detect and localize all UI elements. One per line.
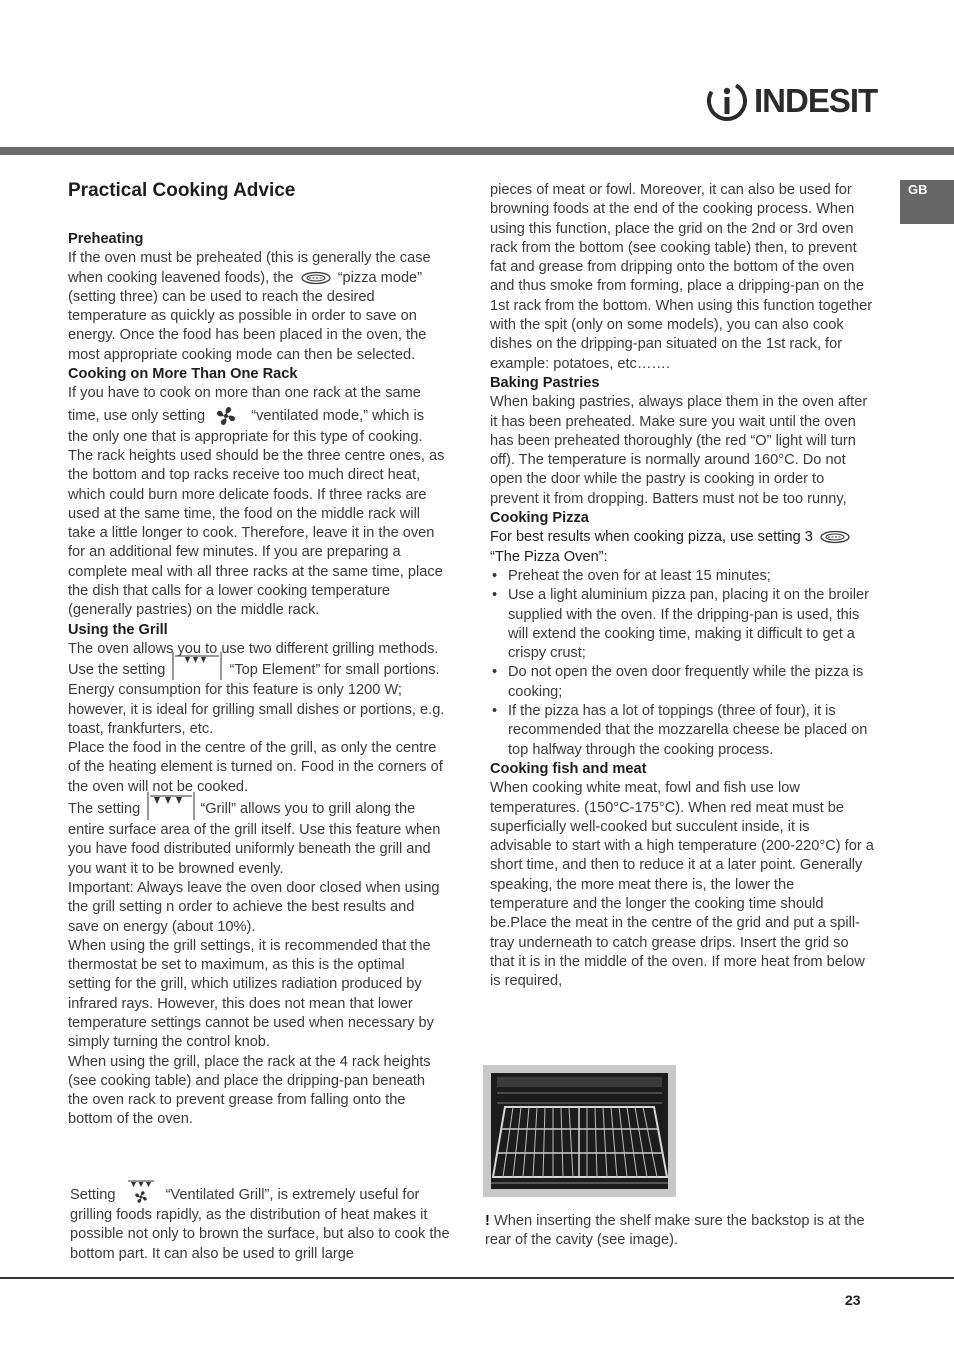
indesit-symbol-icon xyxy=(706,78,748,124)
paragraph-grill-centre: Place the food in the centre of the grill, as only the centre of the heating element is turned on. Food in the corners of the oven will not be cooked. xyxy=(68,740,443,795)
brand-logo xyxy=(706,78,877,124)
note-text: When inserting the shelf make sure the backstop is at the rear of the cavity (see image). xyxy=(485,1213,865,1249)
heading-multi-rack: Cooking on More Than One Rack xyxy=(68,366,298,383)
right-column xyxy=(490,181,875,991)
page-title: Practical Cooking Advice xyxy=(68,180,296,201)
footer-divider xyxy=(0,1277,954,1279)
list-item: • If the pizza has a lot of toppings (three of four), it is recommended that the mozzarella cheese be placed on top halfway through the cooking process. xyxy=(490,702,875,760)
oven-rack-illustration xyxy=(491,1073,668,1189)
ventilated-grill-block xyxy=(70,1184,450,1264)
logo-wordmark: INDESIT xyxy=(754,82,878,119)
pizza-mode-icon xyxy=(300,271,332,285)
paragraph-ventilated-grill: Setting “Ventilated Grill”, is extremely useful for grilling foods rapidly, as the distribution of heat makes it possible not only to brown the surface, but also to cook the bottom part. It can also be used to grill large xyxy=(70,1184,450,1264)
paragraph-preheating: If the oven must be preheated (this is generally the case when cooking leavened foods), the “pizza mode” (setting three) can be used to reach the desired temperature as quickly as possible in order to save on energy. Once the food has been placed in the oven, the most appropriate cooking mode can then be selected. xyxy=(68,250,431,363)
paragraph-multi-rack: If you have to cook on more than one rack at the same time, use only setting “ventilated mode,” which is the only one that is appropriate for this type of cooking. The rack heights used should be the three centre ones, as the bottom and top racks receive too much direct heat, which could burn more delicate foods. If three racks are used at the same time, the food on the middle rack will take a little longer to cook. Therefore, leave it in the oven for an additional few minutes. If you are preparing a complete meal with all three racks at the same time, place the dish that calls for a lower cooking temperature (generally pastries) on the middle rack. xyxy=(68,385,445,619)
paragraph-ventilated-grill-cont: pieces of meat or fowl. Moreover, it can also be used for browning foods at the end of the cooking process. When using this function, place the grid on the 2nd or 3rd oven rack from the bottom (see cooking table) then, to prevent fat and grease from dripping onto the bottom of the oven and thus smoke from forming, place a dripping-pan on the 1st rack from the bottom. When using this function together with the spit (only on some models), you can also cook dishes on the dripping-pan situated on the 1st rack, for example: potatoes, etc……. xyxy=(490,182,873,372)
language-tab: GB xyxy=(900,180,954,224)
oven-rack-image xyxy=(483,1065,676,1197)
header-divider xyxy=(0,147,954,155)
heading-fish-meat: Cooking fish and meat xyxy=(490,760,647,777)
list-item: • Preheat the oven for at least 15 minutes; xyxy=(490,567,875,586)
left-column xyxy=(68,180,448,1130)
paragraph-pastries: When baking pastries, always place them in the oven after it has been preheated. Make sure you wait until the oven has been preheated thoroughly (the red “O” light will turn off). The temperature is normally around 160°C. Do not open the door while the pastry is cooking in order to prevent it from dropping. Batters must not be too runny, xyxy=(490,394,868,507)
heading-pizza: Cooking Pizza xyxy=(490,510,589,527)
top-element-icon xyxy=(171,651,223,681)
fan-icon xyxy=(213,404,239,428)
paragraph-grill-thermostat: When using the grill settings, it is recommended that the thermostat be set to maximum, as this is the optimal setting for the grill, which utilizes radiation produced by infrared rays. However, this does not mean that lower temperature settings cannot be used when necessary by simply turning the control knob. xyxy=(68,937,434,1051)
ventilated-grill-icon xyxy=(126,1178,156,1206)
paragraph-grill-methods: The oven allows you to use two different grilling methods. xyxy=(68,640,439,657)
heading-preheating: Preheating xyxy=(68,231,144,247)
paragraph-grill-important: Important: Always leave the oven door closed when using the grill setting n order to achieve the best results and save on energy (about 10%). xyxy=(68,879,440,935)
heading-grill: Using the Grill xyxy=(68,621,168,638)
paragraph-grill-rack: When using the grill, place the rack at the 4 rack heights (see cooking table) and place the dripping-pan beneath the oven rack to prevent grease from falling onto the bottom of the oven. xyxy=(68,1053,431,1128)
paragraph-pizza-intro: For best results when cooking pizza, use setting 3 “The Pizza Oven”: xyxy=(490,528,875,567)
pizza-tips-list xyxy=(490,567,875,760)
warning-mark: ! xyxy=(485,1213,490,1229)
list-item: • Do not open the oven door frequently while the pizza is cooking; xyxy=(490,663,875,702)
grill-icon xyxy=(146,791,196,821)
list-item: • Use a light aluminium pizza pan, placing it on the broiler supplied with the oven. If the dripping-pan is used, this will extend the cooking time, making it difficult to get a crispy crust; xyxy=(490,586,875,663)
heading-pastries: Baking Pastries xyxy=(490,374,600,391)
paragraph-grill-setting: The setting “Grill” allows you to grill along the entire surface area of the grill itself. Use this feature when you have food distributed uniformly beneath the grill and you want it to be browned evenly. xyxy=(68,797,448,879)
backstop-note xyxy=(485,1212,880,1251)
paragraph-top-element: Use the setting “Top Element” for small portions. Energy consumption for this feature is only 1200 W; however, it is ideal for grilling small dishes or portions, e.g. toast, frankfurters, etc. xyxy=(68,659,448,739)
page-number: 23 xyxy=(845,1292,861,1308)
paragraph-fish-meat: When cooking white meat, fowl and fish use low temperatures. (150°C-175°C). When red meat must be superficially well-cooked but succulent inside, it is advisable to start with a high temperature (200-220°C) for a short time, and then to reduce it at a later point. Generally speaking, the more meat there is, the lower the temperature and the longer the cooking time should be.Place the meat in the centre of the grid and put a spill-tray underneath to catch grease drips. Insert the grid so that it is in the middle of the oven. If more heat from below is required, xyxy=(490,780,874,990)
pizza-mode-icon xyxy=(819,530,851,544)
